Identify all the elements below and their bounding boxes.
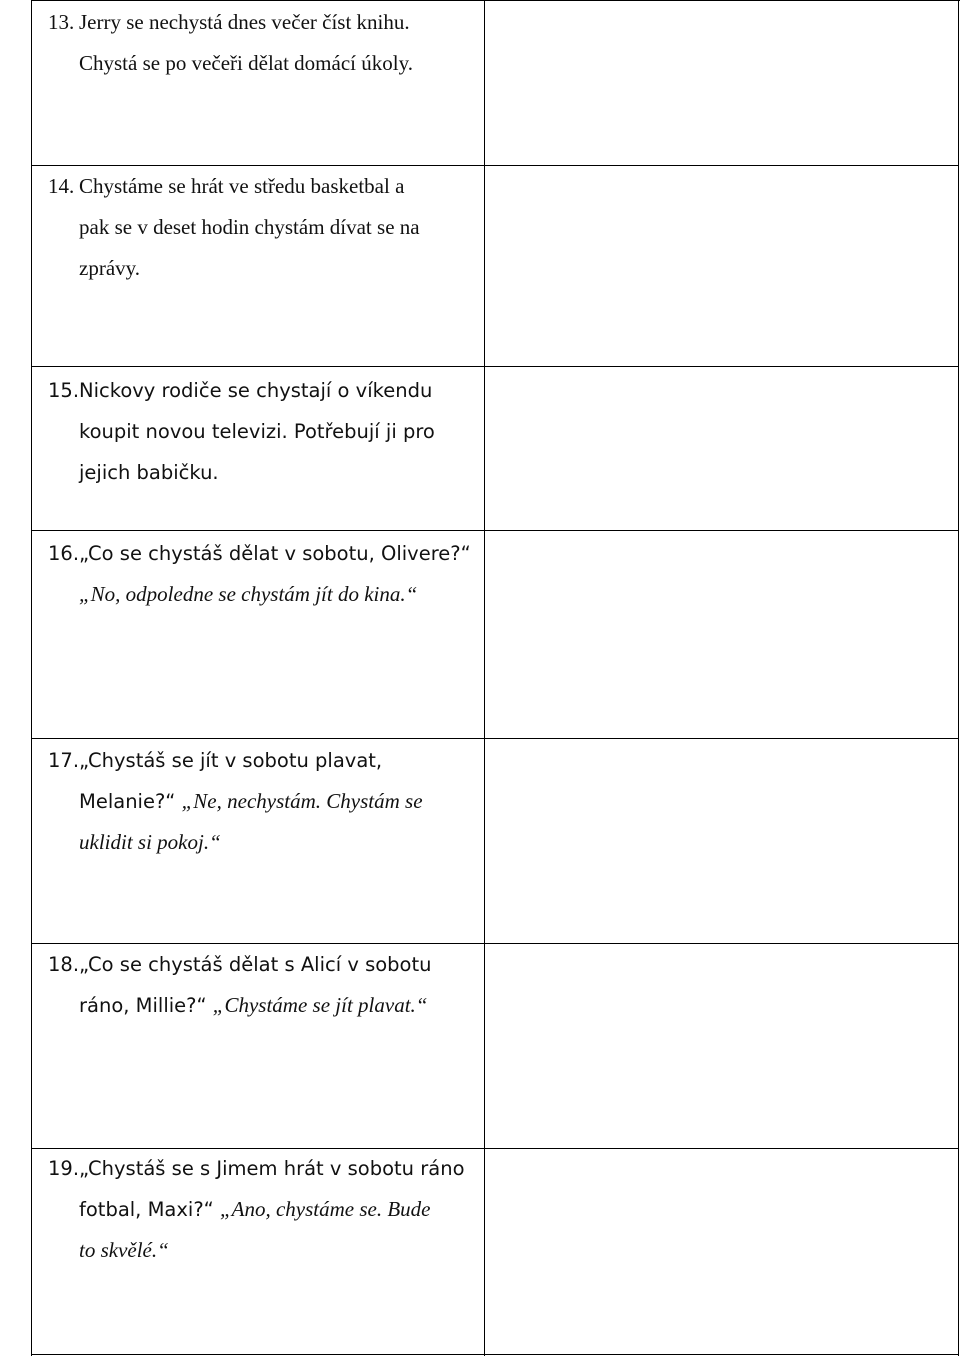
table-border-top — [31, 0, 960, 1]
exercise-item-16 — [48, 533, 478, 615]
item-line — [48, 1148, 478, 1189]
row-divider — [31, 738, 959, 739]
item-number: 17. — [48, 749, 80, 772]
item-line — [48, 533, 478, 574]
table-border-right — [958, 0, 959, 1356]
item-line — [48, 2, 478, 43]
question-text: „Co se chystáš dělat v sobotu, Olivere?“ — [79, 542, 471, 565]
item-number: 15. — [48, 379, 80, 402]
item-line: koupit novou televizi. Potřebují ji pro — [79, 420, 435, 443]
table-border-left — [31, 0, 32, 1356]
item-line — [48, 1189, 478, 1230]
question-text-end: ráno, Millie?“ — [79, 994, 213, 1017]
question-text: „Chystáš se jít v sobotu plavat, — [79, 749, 383, 772]
item-text: Nickovy rodiče se chystají o víkendu — [79, 379, 433, 402]
question-text: „Chystáš se s Jimem hrát v sobotu ráno — [79, 1157, 465, 1180]
item-line: pak se v deset hodin chystám dívat se na — [79, 215, 420, 239]
question-text-end: fotbal, Maxi?“ — [79, 1198, 220, 1221]
item-number: 18. — [48, 953, 80, 976]
answer-text: „Chystáme se jít plavat.“ — [212, 993, 428, 1017]
question-text-end: Melanie?“ — [79, 790, 182, 813]
item-text: Chystáme se hrát ve středu basketbal a — [79, 174, 405, 198]
item-line: jejich babičku. — [79, 461, 219, 484]
row-divider — [31, 366, 959, 367]
table-border-bottom — [31, 1354, 959, 1355]
item-line — [48, 370, 478, 411]
item-line — [48, 740, 478, 781]
exercise-item-18 — [48, 944, 478, 1026]
item-line — [48, 985, 478, 1026]
item-line — [48, 166, 478, 207]
answer-text: „No, odpoledne se chystám jít do kina.“ — [79, 582, 418, 606]
column-divider — [484, 0, 485, 1356]
row-divider — [31, 530, 959, 531]
answer-text-end: uklidit si pokoj.“ — [79, 830, 221, 854]
question-text: „Co se chystáš dělat s Alicí v sobotu — [79, 953, 432, 976]
item-number: 16. — [48, 542, 80, 565]
item-line: Chystá se po večeři dělat domácí úkoly. — [79, 51, 413, 75]
exercise-item-17 — [48, 740, 478, 863]
item-number: 19. — [48, 1157, 80, 1180]
exercise-item-13 — [48, 2, 478, 84]
item-line — [48, 781, 478, 822]
answer-text-end: to skvělé.“ — [79, 1238, 169, 1262]
item-line: zprávy. — [79, 256, 141, 280]
exercise-item-15 — [48, 370, 478, 493]
item-line — [48, 944, 478, 985]
item-number: 14. — [48, 174, 75, 198]
exercise-item-14 — [48, 166, 478, 289]
item-text: Jerry se nechystá dnes večer číst knihu. — [79, 10, 410, 34]
answer-text: „Ano, chystáme se. Bude — [219, 1197, 431, 1221]
exercise-item-19 — [48, 1148, 478, 1271]
answer-text: „Ne, nechystám. Chystám se — [181, 789, 423, 813]
item-number: 13. — [48, 10, 75, 34]
